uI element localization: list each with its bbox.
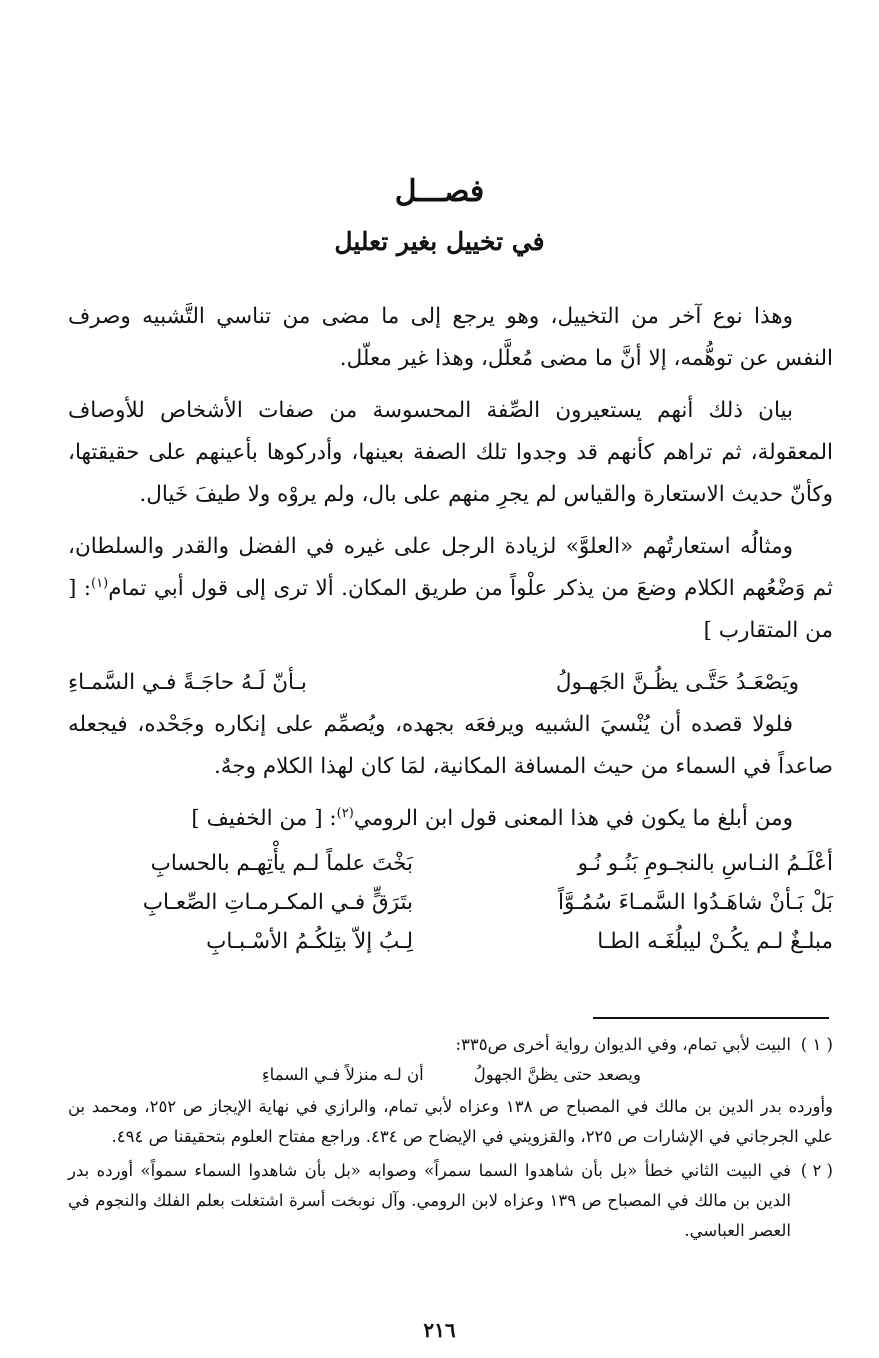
verse-line [68,922,833,961]
verse-line [68,844,833,883]
paragraph-1: وهذا نوع آخر من التخييل، وهو يرجع إلى ما مضى من تناسي التَّشبيه وصرف النفس عن توهُّمه، إلا أنَّ ما مضى مُعلَّل، وهذا غير معلّل. [68,304,833,371]
footnote-separator [593,1017,829,1019]
verse-hemistich-second: بـأنّ لَـهُ حاجَـةً فـي السَّمـاءِ [68,670,307,695]
footnote-1-verse [68,1060,791,1090]
verse-hemistich-first: ويَصْعَـدُ حَتَّـى يظُـنَّ الجَهـولُ [555,670,799,695]
footnote-2 [68,1156,833,1246]
verse-hemistich-first: بَلْ بَـأنْ شاهَـدُوا السَّمـاءَ سُمُـوَّاً [558,890,833,915]
verse-line [68,883,833,922]
verse-hemistich-second: بتَرَقٍّ فـي المكـرمـاتِ الصِّعـابِ [142,890,413,915]
section-heading: فصـــل [394,174,485,209]
verses-ibn-rumi [68,844,833,961]
meter-label-1: : [ من المتقارب ] [68,576,833,643]
section-subheading: في تخييل بغير تعليل [334,227,545,256]
page-number: ٢١٦ [423,1318,456,1342]
verse-hemistich-first: أعْلَـمُ النـاسِ بالنجـومِ بَنُـو نُـو [577,851,833,876]
paragraph-5-text: ومن أبلغ ما يكون في هذا المعنى قول ابن الرومي [353,806,793,831]
meter-label-2: : [ من الخفيف ] [191,806,337,831]
verse-hemistich-second: لِـبُ إلاّ بتِلكُـمُ الأسْـبـابِ [206,929,413,954]
footnote-ref-2[interactable]: (٢) [336,805,354,821]
paragraph-3-text: ومثالُه استعارتُهم «العلوَّ» لزيادة الرجل على غيره في الفضل والقدر والسلطان، ثم وَضْعُهم الكلام وضعَ من يذكر علْواً من طريق المكان. ألا ترى إلى قول أبي تمام [68,534,834,601]
main-text [68,296,833,961]
footnote-verse-first: ويصعد حتى يظنَّ الجهولُ [473,1065,641,1084]
footnote-1-rest: وأورده بدر الدين بن مالك في المصباح ص ١٣٨ وعزاه لأبي تمام، والرازي في نهاية الإيجاز ص ٢٥٢، ومحمد بن علي الجرجاني في الإشارات ص ٢٢٥، والقزويني في الإيضاح ص ٤٣٤. وراجع مفتاح العلوم بتحقيقنا ص ٤٩٤. [68,1097,833,1146]
verse-hemistich-first: مبلـغٌ لـم يكُـنْ ليبلُغَـه الطـا [597,929,833,954]
paragraph-4: فلولا قصده أن يُنْسيَ الشبيه ويرفعَه بجهده، ويُصمِّم على إنكاره وجَحْده، فيجعله صاعداً في السماء من حيث المسافة المكانية، لمَا كان لهذا الكلام وجهٌ. [68,712,833,779]
footnote-1-line: البيت لأبي تمام، وفي الديوان رواية أخرى ص٣٣٥: [455,1035,791,1054]
footnote-1 [68,1030,833,1090]
footnote-2-text: في البيت الثاني خطأ «بل بأن شاهدوا السما سمراً» وصوابه «بل بأن شاهدوا السماء سمواً» أورده بدر الدين بن مالك في المصباح ص ١٣٩ وعزاه لابن الرومي. وآل نوبخت أسرة اشتغلت بعلم الفلك والنجوم في العصر العباسي. [68,1161,791,1240]
paragraph-2: بيان ذلك أنهم يستعيرون الصِّفة المحسوسة من صفات الأشخاص للأوصاف المعقولة، ثم تراهم كأنهم قد وجدوا تلك الصفة بعينها، وأدركوها بأعينهم على حقيقتها، وكأنّ حديث الاستعارة والقياس لم يجرِ منهم على بال، ولم يروْه ولا طيفَ خَيال. [68,398,833,507]
paragraph-3 [68,526,833,652]
footnote-verse-second: أن لـه منزلاً فـي السماءِ [261,1065,424,1084]
footnotes [68,1030,833,1248]
verse-hemistich-second: بَخْتَ علماً لـم يأْتِهـم بالحسابِ [150,851,413,876]
footnote-number: ( ١ ) [800,1035,833,1054]
paragraph-5 [68,798,833,840]
footnote-number: ( ٢ ) [800,1161,833,1180]
verse-abu-tammam [68,662,833,704]
footnote-ref-1[interactable]: (١) [91,575,109,591]
